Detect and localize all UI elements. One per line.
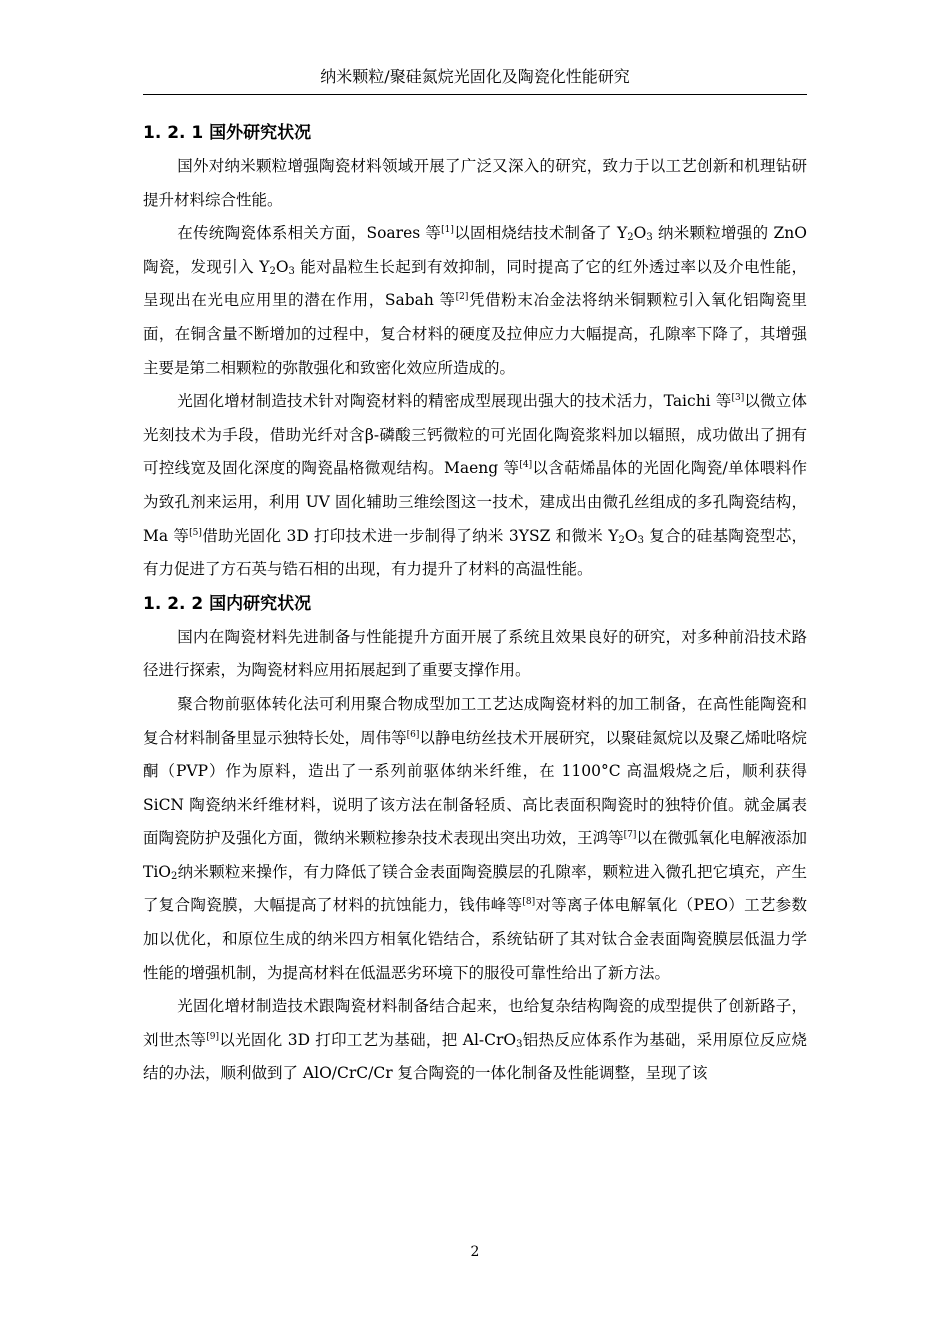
subscript: 3: [637, 534, 644, 546]
text-run: 铝热反应体系作为基础，采用原位反应烧结的办法，顺利做到了 AlO/CrC/Cr 复合陶瓷的一体化制备及性能调整，呈现了该: [143, 1030, 807, 1083]
subscript: 3: [646, 232, 653, 244]
text-run: O: [275, 257, 289, 276]
text-run: 以微立体光刻技术为手段，借助光纤对含β-磷酸三钙微粒的可光固化陶瓷浆料加以辐照，成功做出了拥有可控线宽及固化深度的陶瓷晶格微观结构。Maeng 等: [143, 392, 807, 478]
text-run: 对等离子体电解氧化（PEO）工艺参数加以优化，和原位生成的纳米四方相氧化锆结合，系统钻研了其对钛合金表面陶瓷膜层低温力学性能的增强机制，为提高材料在低温恶劣环境下的服役可靠性给出了新方法。: [143, 896, 807, 982]
citation-ref: [9]: [206, 1031, 219, 1042]
subscript: 2: [171, 870, 178, 882]
text-run: 以含萜烯晶体的光固化陶瓷/单体喂料作为致孔剂来运用，利用 UV 固化辅助三维绘图这一技术，建成出由微孔丝组成的多孔陶瓷结构，Ma 等: [143, 459, 807, 545]
text-run: 在传统陶瓷体系相关方面，Soares 等: [177, 224, 442, 243]
paragraph: [143, 621, 807, 688]
subscript: 2: [618, 534, 625, 546]
paragraph: [143, 150, 807, 217]
text-run: 纳米颗粒增强的 ZnO 陶瓷，发现引入 Y: [143, 224, 807, 276]
section-heading-foreign: 1. 2. 1 国外研究状况: [143, 123, 312, 143]
main-content: [143, 116, 807, 1091]
text-run: 以在微弧氧化电解液添加 TiO: [143, 829, 807, 881]
citation-ref: [8]: [522, 897, 536, 908]
citation-ref: [7]: [623, 830, 637, 841]
subscript: 2: [627, 232, 634, 244]
text-run: 纳米颗粒来操作，有力降低了镁合金表面陶瓷膜层的孔隙率，颗粒进入微孔把它填充，产生了复合陶瓷膜，大幅提高了材料的抗蚀能力，钱伟峰等: [143, 862, 807, 915]
text-run: 借助光固化 3D 打印技术进一步制得了纳米 3YSZ 和微米 Y: [201, 526, 619, 545]
text-run: 国外对纳米颗粒增强陶瓷材料领域开展了广泛又深入的研究，致力于以工艺创新和机理钻研提升材料综合性能。: [143, 157, 807, 209]
text-run: 光固化增材制造技术针对陶瓷材料的精密成型展现出强大的技术活力，Taichi 等: [177, 392, 732, 411]
citation-ref: [4]: [519, 460, 533, 471]
paragraph: [143, 990, 807, 1091]
text-run: O: [633, 224, 647, 243]
text-run: 以固相烧结技术制备了 Y: [453, 224, 628, 243]
paragraph: [143, 688, 807, 990]
paragraph: [143, 217, 807, 385]
text-run: O: [624, 526, 638, 545]
citation-ref: [6]: [406, 729, 420, 740]
citation-ref: [1]: [441, 225, 454, 236]
text-run: 复合的硅基陶瓷型芯，有力促进了方石英与锆石相的出现，有力提升了材料的高温性能。: [143, 526, 807, 579]
subscript: 3: [516, 1038, 523, 1050]
text-run: 能对晶粒生长起到有效抑制，同时提高了它的红外透过率以及介电性能，呈现出在光电应用里的潜在作用，Sabah 等: [143, 257, 807, 310]
text-run: 聚合物前驱体转化法可利用聚合物成型加工工艺达成陶瓷材料的加工制备，在高性能陶瓷和复合材料制备里显示独特长处，周伟等: [143, 694, 807, 747]
running-header: [143, 62, 807, 95]
page-number: 2: [470, 1244, 480, 1260]
text-run: 以光固化 3D 打印工艺为基础，把 Al-CrO: [218, 1030, 517, 1049]
subscript: 2: [269, 265, 276, 277]
paragraph: [143, 385, 807, 587]
citation-ref: [3]: [731, 393, 745, 403]
header-title: 纳米颗粒/聚硅氮烷光固化及陶瓷化性能研究: [320, 67, 630, 86]
text-run: 光固化增材制造技术跟陶瓷材料制备结合起来，也给复杂结构陶瓷的成型提供了创新路子，刘世杰等: [143, 997, 807, 1049]
citation-ref: [2]: [455, 292, 469, 303]
text-run: 国内在陶瓷材料先进制备与性能提升方面开展了系统且效果良好的研究，对多种前沿技术路径进行探索，为陶瓷材料应用拓展起到了重要支撑作用。: [143, 627, 807, 680]
text-run: 以静电纺丝技术开展研究，以聚硅氮烷以及聚乙烯吡咯烷酮（PVP）作为原料，造出了一系列前驱体纳米纤维，在 1100°C 高温煅烧之后，顺利获得 SiCN 陶瓷纳米纤维材料，说明了该方法在制备轻质、高比表面积陶瓷时的独特价值。就金属表面陶瓷防护及强化方面，微纳米颗粒掺杂技术表现出突出功效，王鸿等: [143, 728, 807, 848]
text-run: 凭借粉末冶金法将纳米铜颗粒引入氧化铝陶瓷里面，在铜含量不断增加的过程中，复合材料的硬度及拉伸应力大幅提高，孔隙率下降了，其增强主要是第二相颗粒的弥散强化和致密化效应所造成的。: [143, 291, 807, 377]
subscript: 3: [288, 265, 295, 277]
section-heading-domestic: 1. 2. 2 国内研究状况: [143, 593, 312, 614]
citation-ref: [5]: [189, 527, 202, 538]
